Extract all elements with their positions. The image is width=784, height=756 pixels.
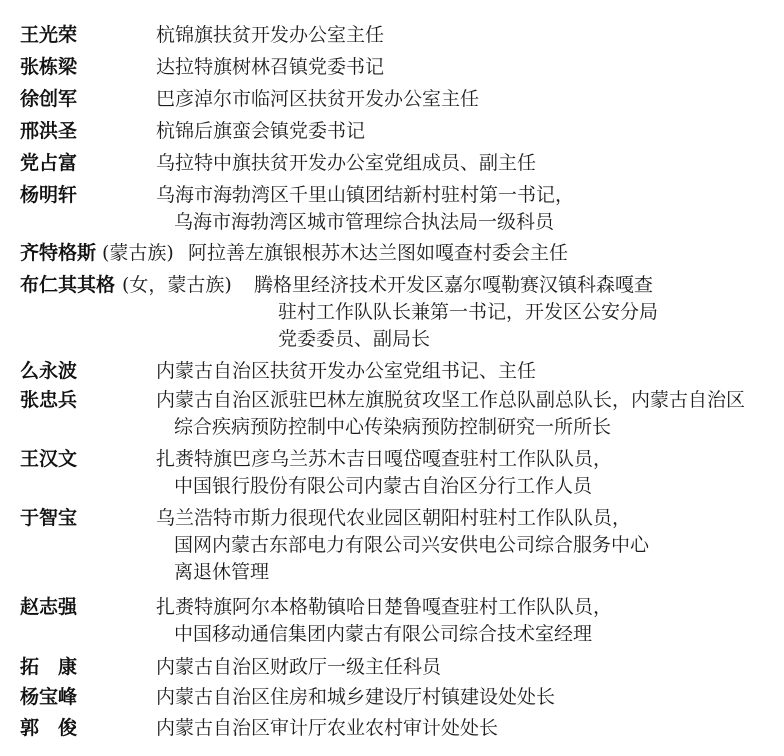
person-title: 杭锦旗扶贫开发办公室主任	[156, 24, 385, 46]
person-title: 内蒙古自治区财政厅一级主任科员	[156, 656, 442, 678]
person-title: 内蒙古自治区审计厅农业农村审计处处长	[156, 717, 499, 739]
person-name: 郭 俊	[20, 717, 78, 739]
person-title-line: 离退休管理	[174, 561, 270, 583]
person-name: 齐特格斯	[20, 242, 97, 264]
person-name: 邢洪圣	[20, 120, 78, 142]
person-name: 张栋梁	[20, 56, 78, 78]
person-title: 乌海市海勃湾区千里山镇团结新村驻村第一书记，	[156, 184, 575, 206]
person-title-line: 综合疾病预防控制中心传染病预防控制研究一所所长	[174, 416, 612, 438]
person-name: 杨宝峰	[20, 686, 78, 708]
person-name: 么永波	[20, 360, 78, 382]
person-title: 内蒙古自治区扶贫开发办公室党组书记、主任	[156, 360, 537, 382]
person-name: 张忠兵	[20, 389, 78, 411]
person-name: 王汉文	[20, 448, 78, 470]
person-name: 王光荣	[20, 24, 78, 46]
person-title: 腾格里经济技术开发区嘉尔嘎勒赛汉镇科森嘎查	[254, 274, 654, 296]
person-title-line: 驻村工作队队长兼第一书记，开发区公安分局	[278, 301, 659, 323]
person-name: 杨明轩	[20, 184, 78, 206]
person-title-line: 中国银行股份有限公司内蒙古自治区分行工作人员	[174, 475, 593, 497]
person-title-line: 乌海市海勃湾区城市管理综合执法局一级科员	[174, 211, 555, 233]
person-title-line: 党委委员、副局长	[278, 328, 431, 350]
person-name: 徐创军	[20, 88, 78, 110]
person-title: 阿拉善左旗银根苏木达兰图如嘎查村委会主任	[188, 242, 569, 264]
person-name: 赵志强	[20, 596, 78, 618]
person-name: 党占富	[20, 152, 78, 174]
person-title: 巴彦淖尔市临河区扶贫开发办公室主任	[156, 88, 480, 110]
person-title: 乌兰浩特市斯力很现代农业园区朝阳村驻村工作队队员，	[156, 507, 632, 529]
person-title: 扎赉特旗巴彦乌兰苏木吉日嘎岱嘎查驻村工作队队员，	[156, 448, 613, 470]
person-ethnicity-note: (蒙古族)	[102, 242, 174, 264]
person-title: 乌拉特中旗扶贫开发办公室党组成员、副主任	[156, 152, 537, 174]
person-ethnicity-note: (女，蒙古族)	[122, 274, 232, 296]
person-title-line: 国网内蒙古东部电力有限公司兴安供电公司综合服务中心	[174, 534, 650, 556]
person-title: 内蒙古自治区住房和城乡建设厅村镇建设处处长	[156, 686, 556, 708]
person-name: 于智宝	[20, 507, 78, 529]
person-name: 布仁其其格	[20, 274, 116, 296]
person-title-line: 中国移动通信集团内蒙古有限公司综合技术室经理	[174, 623, 593, 645]
person-title: 杭锦后旗蛮会镇党委书记	[156, 120, 366, 142]
person-name: 拓 康	[20, 656, 78, 678]
person-title: 扎赉特旗阿尔本格勒镇哈日楚鲁嘎查驻村工作队队员，	[156, 596, 613, 618]
person-title: 内蒙古自治区派驻巴林左旗脱贫攻坚工作总队副总队长，内蒙古自治区	[156, 389, 746, 411]
person-title: 达拉特旗树林召镇党委书记	[156, 56, 385, 78]
